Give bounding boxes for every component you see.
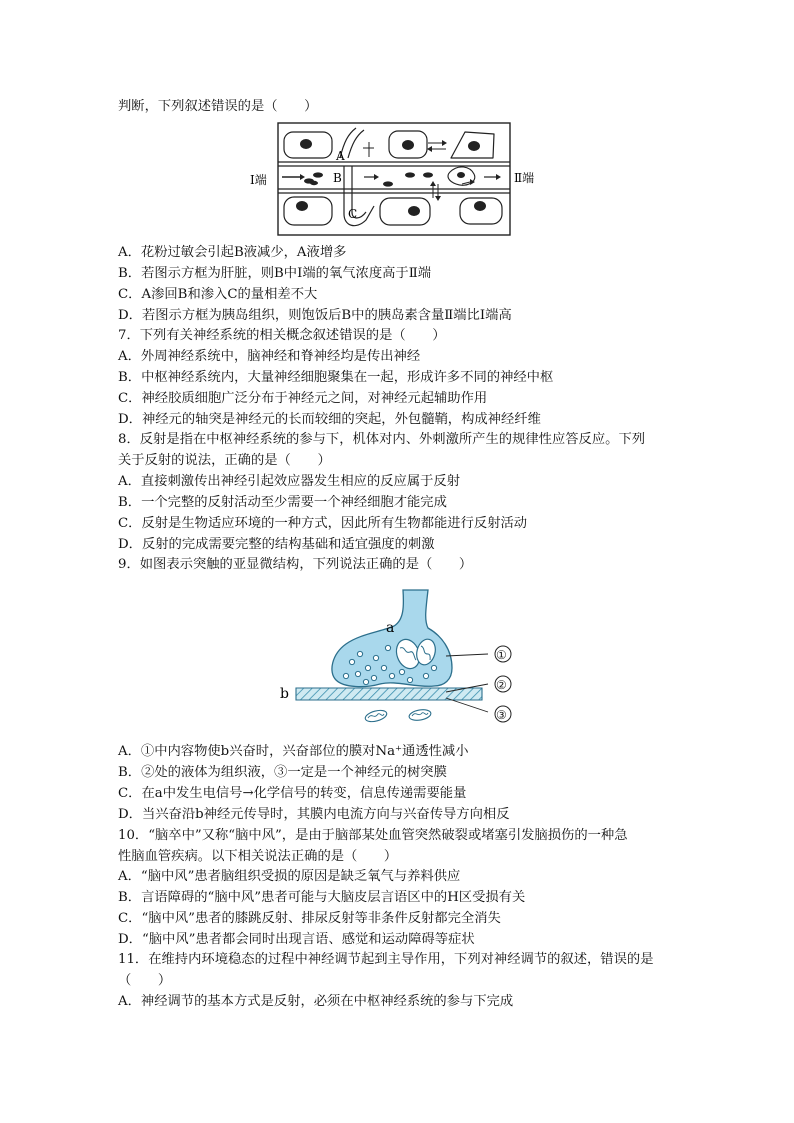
q10-option-a: A．“脑中风”患者脑组织受损的原因是缺乏氧气与养料供应 [118,869,461,884]
q10-option-d: D．“脑中风”患者都会同时出现言语、感觉和运动障碍等症状 [118,932,475,947]
label-end-1: Ⅰ端 [250,173,267,187]
q8-stem-line2: 关于反射的说法，正确的是（ ） [118,453,331,468]
label-1: ① [496,648,507,662]
q7-option-d: D．神经元的轴突是神经元的长而较细的突起，外包髓鞘，构成神经纤维 [118,412,541,427]
q8-option-d: D．反射的完成需要完整的结构基础和适宜强度的刺激 [118,537,435,552]
q11-stem-line2: （ ） [118,973,172,988]
q7-option-b: B．中枢神经系统内，大量神经细胞聚集在一起，形成许多不同的神经中枢 [118,370,554,385]
label-2: ② [496,678,507,692]
q11-stem-line1: 11．在维持内环境稳态的过程中神经调节起到主导作用，下列对神经调节的叙述，错误的是 [118,952,654,967]
q9-option-c: C．在a中发生电信号→化学信号的转变，信息传递需要能量 [118,786,467,801]
label-a: a [386,620,395,636]
q6-option-a: A．花粉过敏会引起B液减少，A液增多 [118,245,347,260]
q11-option-a: A．神经调节的基本方式是反射，必须在中枢神经系统的参与下完成 [118,994,514,1009]
label-end-2: Ⅱ端 [514,171,535,185]
q10-stem-line2: 性脑血管疾病。以下相关说法正确的是（ ） [118,849,398,864]
q7-option-c: C．神经胶质细胞广泛分布于神经元之间，对神经元起辅助作用 [118,391,488,406]
q9-option-b: B．②处的液体为组织液，③一定是一个神经元的树突膜 [118,765,447,780]
synapse-diagram [276,588,526,730]
label-3: ③ [496,708,507,722]
q7-stem: 7．下列有关神经系统的相关概念叙述错误的是（ ） [118,328,446,343]
q8-stem-line1: 8．反射是指在中枢神经系统的参与下，机体对内、外刺激所产生的规律性应答反应。下列 [118,432,646,447]
q6-stem: 判断，下列叙述错误的是（ ） [118,99,318,114]
q7-option-a: A．外周神经系统中，脑神经和脊神经均是传出神经 [118,349,421,364]
q8-option-c: C．反射是生物适应环境的一种方式，因此所有生物都能进行反射活动 [118,516,528,531]
tissue-capillary-diagram [248,122,548,238]
q9-stem: 9．如图表示突触的亚显微结构，下列说法正确的是（ ） [118,557,473,572]
q6-option-d: D．若图示方框为胰岛组织，则饱饭后B中的胰岛素含量Ⅱ端比Ⅰ端高 [118,308,512,323]
q10-stem-line1: 10．“脑卒中”又称“脑中风”，是由于脑部某处血管突然破裂或堵塞引发脑损伤的一种急 [118,828,628,843]
q10-option-c: C．“脑中风”患者的膝跳反射、排尿反射等非条件反射都完全消失 [118,911,501,926]
q8-option-a: A．直接刺激传出神经引起效应器发生相应的反应属于反射 [118,474,461,489]
q6-option-c: C．A渗回B和渗入C的量相差不大 [118,287,318,302]
q9-option-d: D．当兴奋沿b神经元传导时，其膜内电流方向与兴奋传导方向相反 [118,807,510,822]
q8-option-b: B．一个完整的反射活动至少需要一个神经细胞才能完成 [118,495,447,510]
label-B: B [333,171,342,185]
q9-option-a: A．①中内容物使b兴奋时，兴奋部位的膜对Na⁺通透性减小 [118,744,469,759]
q10-option-b: B．言语障碍的“脑中风”患者可能与大脑皮层言语区中的H区受损有关 [118,890,526,905]
q6-option-b: B．若图示方框为肝脏，则B中Ⅰ端的氧气浓度高于Ⅱ端 [118,266,432,281]
label-b: b [280,686,289,702]
label-A: A [336,149,345,163]
label-C: C [348,207,358,221]
